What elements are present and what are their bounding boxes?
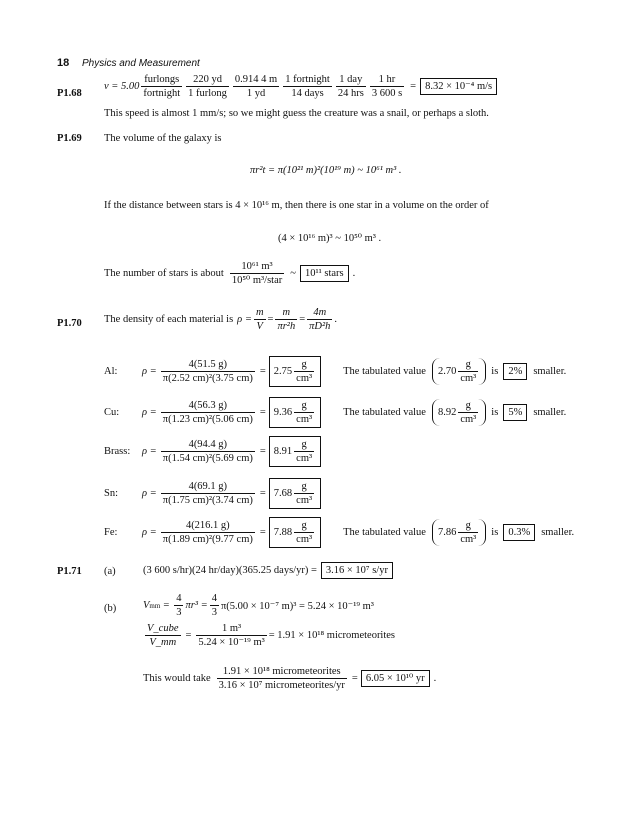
answer-box: 7.68 $\frac{g}{\text{cm³}}$ bbox=[269, 478, 321, 509]
p169-star-count: The number of stars is about $\frac{\text{10⁶¹ m³}}{\text{10⁵⁰ m³/star}}$ ~ 10¹¹ stars . bbox=[104, 261, 356, 286]
fraction: $\frac{4(94.4 g)}{\text{π(1.54 cm)²(5.69 cm)}}$ bbox=[162, 439, 253, 464]
running-title: Physics and Measurement bbox=[82, 58, 200, 69]
problem-label-p169: P1.69 bbox=[57, 133, 82, 144]
p171-seconds-per-year: (3 600 s/hr)(24 hr/day)(365.25 days/yr) = 3.16 × 10⁷ s/yr bbox=[143, 562, 393, 579]
p168-equation: v = 5.00 $\frac{\text{furlongs}}{\text{fortnight}}$ $\frac{220 yd}{\text{1 furlong}}$ $\frac{0.914 4 m}{1 yd}$ $\frac{\text{1 fortnight}}{\text{14 days}}$ $\frac{\text{1 day}}{\text{24 hrs}}$ $\frac{1 hr}{3 600 s}$ = 8.32 × 10⁻⁴ m/s bbox=[104, 73, 497, 100]
answer-box: 3.16 × 10⁷ s/yr bbox=[321, 562, 393, 579]
fraction: $\frac{4(51.5 g)}{\text{π(2.52 cm)²(3.75 cm)}}$ bbox=[162, 359, 253, 384]
problem-label-p171: P1.71 bbox=[57, 566, 82, 577]
material-label: Cu: bbox=[104, 407, 120, 418]
p171-ratio-equation: $\frac{\text{V\_cube}}{V\_mm}$ = $\frac{\text{1 m³}}{\text{5.24 × 10⁻¹⁹ m³}}$ = 1.91 × 10¹⁸ micrometeorites bbox=[147, 623, 396, 648]
fraction: $\frac{0.914 4 m}{1 yd}$ bbox=[234, 74, 278, 99]
fraction: $\frac{\text{furlongs}}{\text{fortnight}}$ bbox=[143, 74, 181, 99]
p168-comment: This speed is almost 1 mm/s; so we might guess the creature was a snail, or perhaps a sloth. bbox=[104, 108, 489, 119]
fraction: $\frac{\text{10⁶¹ m³}}{\text{10⁵⁰ m³/star}}$ bbox=[231, 261, 283, 286]
p169-galaxy-volume-equation: πr²t = π(10²¹ m)²(10¹⁹ m) ~ 10⁶¹ m³ . bbox=[250, 165, 402, 176]
answer-box: 7.88 $\frac{g}{\text{cm³}}$ bbox=[269, 517, 321, 548]
fraction: $\frac{220 yd}{\text{1 furlong}}$ bbox=[188, 74, 227, 99]
fraction: $\frac{\text{1 day}}{\text{24 hrs}}$ bbox=[337, 74, 364, 99]
tabulated-value: 7.86 $\frac{g}{\text{cm³}}$ bbox=[432, 519, 486, 546]
answer-box: 6.05 × 10¹⁰ yr bbox=[361, 670, 430, 687]
p171-time-equation: This would take $\frac{\text{1.91 × 10¹⁸ micrometeorites}}{\text{3.16 × 10⁷ micrometeorites/yr}}$ = 6.05 × 10¹⁰ yr . bbox=[143, 666, 437, 691]
p171-volume-equation: V mm = $\frac{4}{3}$ πr³ = $\frac{4}{3}$ π(5.00 × 10⁻⁷ m)³ = 5.24 × 10⁻¹⁹ m³ bbox=[143, 593, 374, 618]
p169-intro: The volume of the galaxy is bbox=[104, 133, 222, 144]
p169-star-volume-equation: (4 × 10¹⁶ m)³ ~ 10⁵⁰ m³ . bbox=[278, 233, 382, 244]
answer-box: 8.91 $\frac{g}{\text{cm³}}$ bbox=[269, 436, 321, 467]
material-label: Al: bbox=[104, 366, 118, 377]
page-number: 18 bbox=[57, 57, 70, 69]
material-label: Sn: bbox=[104, 488, 119, 499]
percent-box: 2% bbox=[503, 363, 527, 380]
density-row: Brass: ρ = $\frac{4(94.4 g)}{\text{π(1.54 cm)²(5.69 cm)}}$ = 8.91 $\frac{g}{\text{cm³}}$ bbox=[104, 436, 321, 467]
density-row: Fe: ρ = $\frac{4(216.1 g)}{\text{π(1.89 cm)²(9.77 cm)}}$ = 7.88 $\frac{g}{\text{cm³}}$ The tabulated value 7.86 $\frac{g}{\text{cm³}}$ is 0.3% smaller. bbox=[104, 517, 574, 548]
fraction: $\frac{4(56.3 g)}{\text{π(1.23 cm)²(5.06 cm)}}$ bbox=[162, 400, 253, 425]
answer-box: 2.75 $\frac{g}{\text{cm³}}$ bbox=[269, 356, 321, 387]
percent-box: 0.3% bbox=[503, 524, 535, 541]
fraction: $\frac{\text{1 fortnight}}{\text{14 days}}$ bbox=[285, 74, 330, 99]
density-row: Al: ρ = $\frac{4(51.5 g)}{\text{π(2.52 cm)²(3.75 cm)}}$ = 2.75 $\frac{g}{\text{cm³}}$ The tabulated value 2.70 $\frac{g}{\text{cm³}}$ is 2% smaller. bbox=[104, 356, 566, 387]
answer-box: 10¹¹ stars bbox=[300, 265, 349, 282]
problem-label-p170: P1.70 bbox=[57, 318, 82, 329]
density-row: Sn: ρ = $\frac{4(69.1 g)}{\text{π(1.75 cm)²(3.74 cm)}}$ = 7.68 $\frac{g}{\text{cm³}}$ bbox=[104, 478, 321, 509]
part-a-label: (a) bbox=[104, 566, 116, 577]
fraction: $\frac{4(216.1 g)}{\text{π(1.89 cm)²(9.77 cm)}}$ bbox=[162, 520, 253, 545]
p168-lhs: v = 5.00 bbox=[104, 81, 140, 92]
answer-box: 8.32 × 10⁻⁴ m/s bbox=[420, 78, 497, 95]
p170-density-formula: The density of each material is ρ = $\frac{m}{V}$ = $\frac{m}{\text{πr²h}}$ = $\frac{4m}{\text{πD²h}}$ . bbox=[104, 307, 337, 332]
tabulated-value: 8.92 $\frac{g}{\text{cm³}}$ bbox=[432, 399, 486, 426]
answer-box: 9.36 $\frac{g}{\text{cm³}}$ bbox=[269, 397, 321, 428]
density-row: Cu: ρ = $\frac{4(56.3 g)}{\text{π(1.23 cm)²(5.06 cm)}}$ = 9.36 $\frac{g}{\text{cm³}}$ The tabulated value 8.92 $\frac{g}{\text{cm³}}$ is 5% smaller. bbox=[104, 397, 566, 428]
fraction: $\frac{1 hr}{3 600 s}$ bbox=[371, 74, 403, 99]
part-b-label: (b) bbox=[104, 603, 117, 614]
p169-line2: If the distance between stars is 4 × 10¹⁶ m, then there is one star in a volume on the order of bbox=[104, 200, 489, 211]
percent-box: 5% bbox=[503, 404, 527, 421]
material-label: Fe: bbox=[104, 527, 118, 538]
material-label: Brass: bbox=[104, 446, 131, 457]
fraction: $\frac{4(69.1 g)}{\text{π(1.75 cm)²(3.74 cm)}}$ bbox=[162, 481, 253, 506]
problem-label-p168: P1.68 bbox=[57, 88, 82, 99]
tabulated-value: 2.70 $\frac{g}{\text{cm³}}$ bbox=[432, 358, 486, 385]
